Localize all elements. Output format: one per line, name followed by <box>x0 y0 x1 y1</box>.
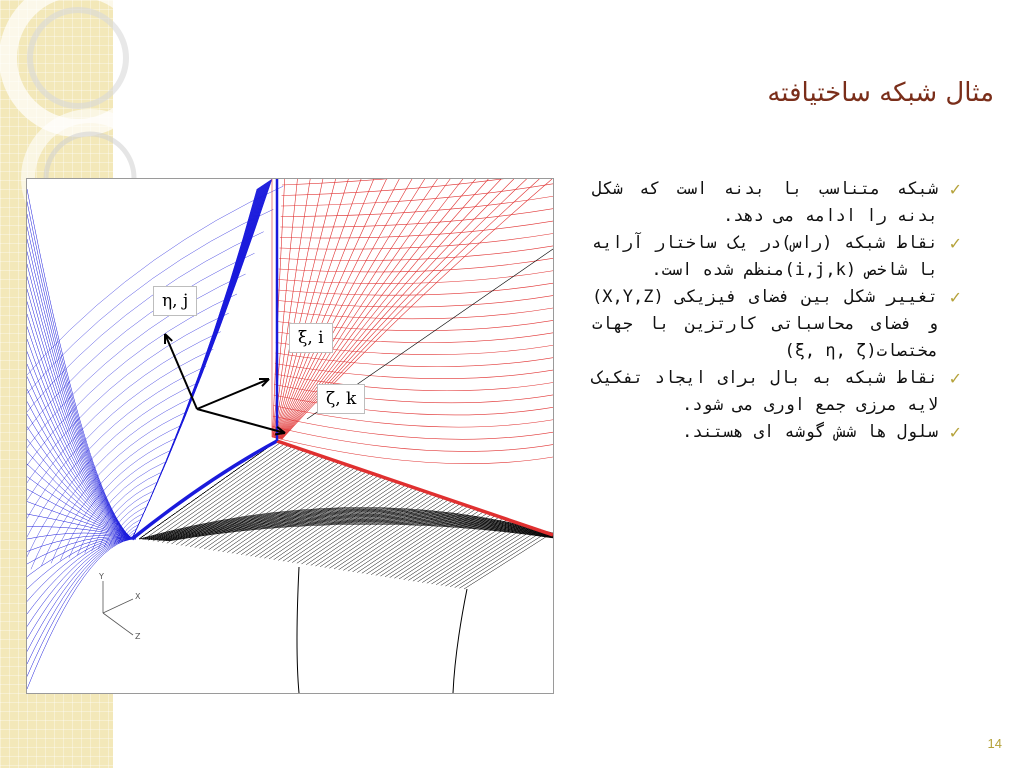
slide-title: مثال شبکه ساختیافته <box>767 78 994 108</box>
list-item: ✓ سلول ها شش گوشه ای هستند. <box>592 419 970 446</box>
structured-mesh-drawing <box>27 179 553 693</box>
triad-x-label: X <box>135 592 141 601</box>
triad-z-label: Z <box>135 632 141 641</box>
eta-j-label: η, j <box>153 286 197 316</box>
xi-i-label: ξ, i <box>289 323 333 353</box>
zeta-k-label: ζ, k <box>317 384 365 414</box>
list-item: ✓ نقاط شبکه (راس)در یک ساختار آرایه با شاخص (i,j,k)منظم شده است. <box>592 230 970 284</box>
checkmark-icon: ✓ <box>948 423 962 442</box>
list-item: ✓ تغییر شکل بین فضای فیزیکی (X,Y,Z) و فضای محاسباتی کارتزین با جهات مختصات(ξ, η, ζ) <box>592 284 970 365</box>
checkmark-icon: ✓ <box>948 288 962 307</box>
checkmark-icon: ✓ <box>948 369 962 388</box>
list-item: ✓ نقاط شبکه به بال برای ایجاد تفکیک لایه مرزی جمع اوری می شود. <box>592 365 970 419</box>
list-item: ✓ شبکه متناسب با بدنه است که شکل بدنه را ادامه می دهد. <box>592 176 970 230</box>
triad-y-label: Y <box>99 572 104 581</box>
page-number: 14 <box>987 736 1002 751</box>
bullet-list <box>592 176 970 446</box>
checkmark-icon: ✓ <box>948 180 962 199</box>
checkmark-icon: ✓ <box>948 234 962 253</box>
mesh-figure <box>26 178 554 694</box>
